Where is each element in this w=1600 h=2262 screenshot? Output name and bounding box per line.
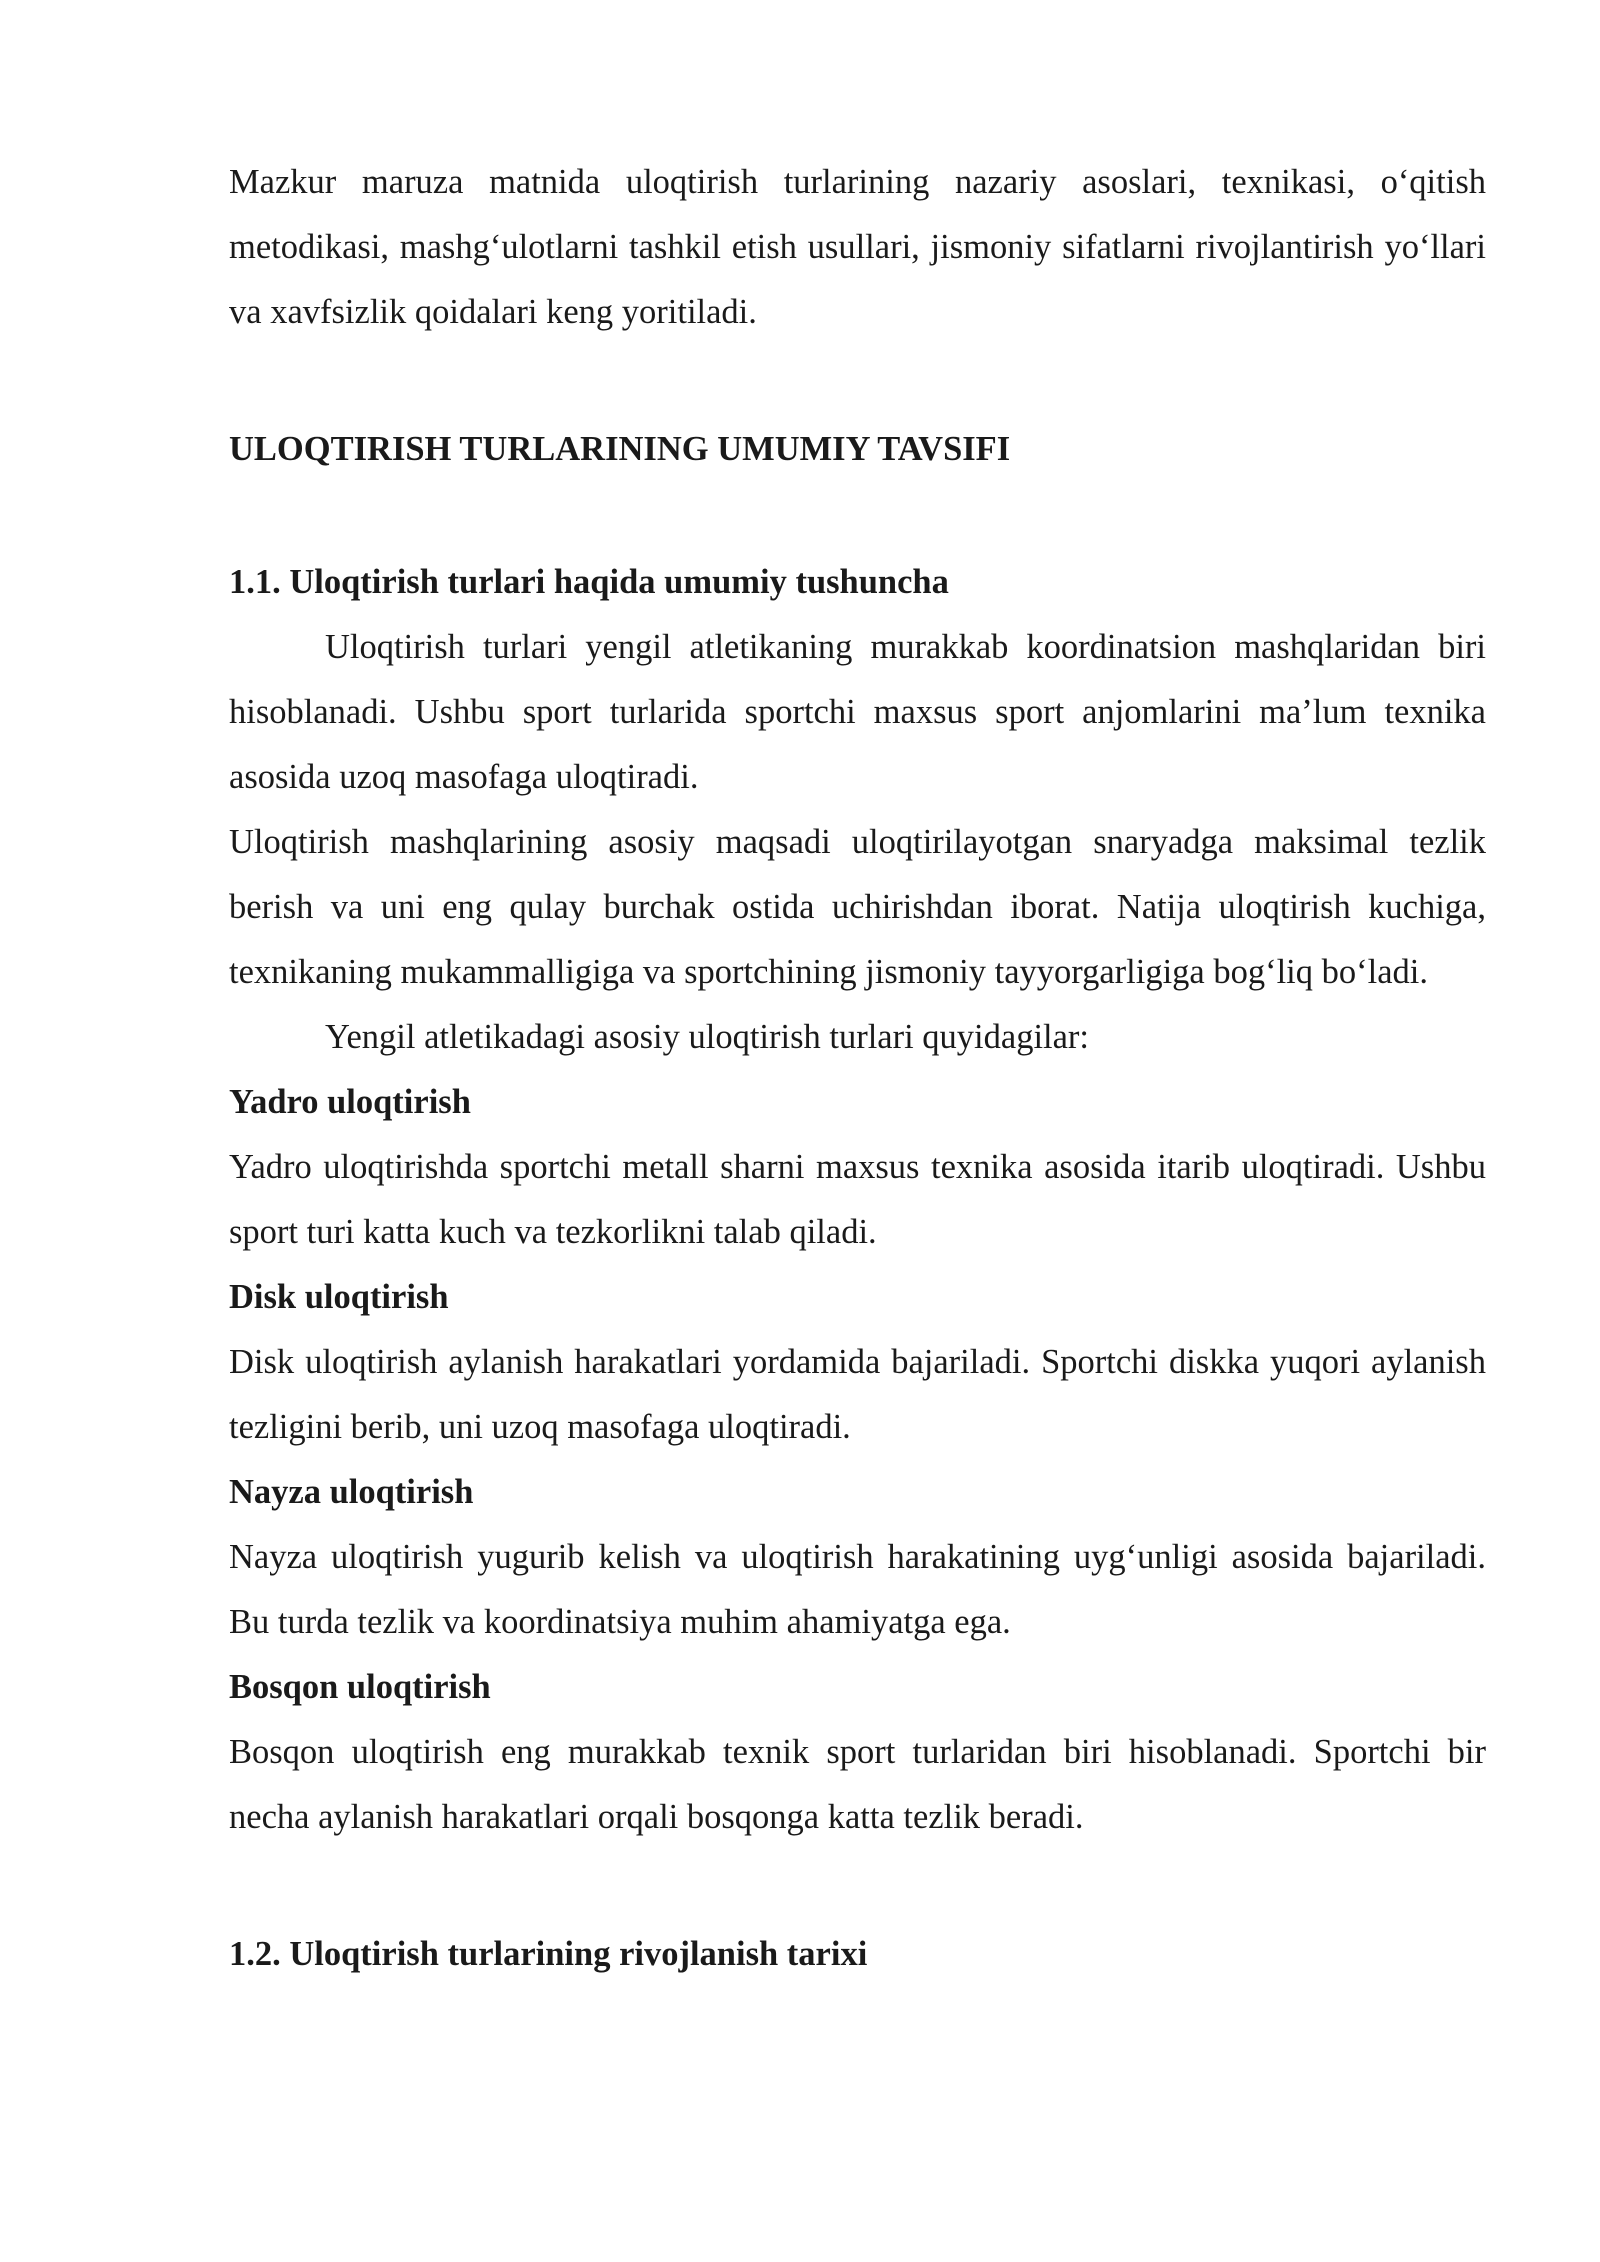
- spacer: [229, 345, 1486, 417]
- section-paragraph: Yengil atletikadagi asosiy uloqtirish turlari quyidagilar:: [325, 1018, 1090, 1056]
- spacer: [229, 1850, 1486, 1922]
- throw-type-text: Yadro uloqtirishda sportchi metall sharni maxsus texnika asosida itarib uloqtiradi. Ushbu sport turi katta kuch va tezkorlikni talab qiladi.: [229, 1148, 1486, 1251]
- intro-paragraph: Mazkur maruza matnida uloqtirish turlarining nazariy asoslari, texnikasi, o‘qitish metodikasi, mashg‘ulotlarni tashkil etish usullari, jismoniy sifatlarni rivojlantirish yo‘llari va xavfsizlik qoidalari keng yoritiladi.: [229, 163, 1486, 331]
- document-page: [229, 150, 1486, 1987]
- throw-type-title: Disk uloqtirish: [229, 1278, 449, 1316]
- section-paragraph: Uloqtirish mashqlarining asosiy maqsadi uloqtirilayotgan snaryadga maksimal tezlik berish va uni eng qulay burchak ostida uchirishdan iborat. Natija uloqtirish kuchiga, texnikaning mukammalligiga va sportchining jismoniy tayyorgarligiga bog‘liq bo‘ladi.: [229, 823, 1486, 991]
- throw-type-text: Nayza uloqtirish yugurib kelish va uloqtirish harakatining uyg‘unligi asosida bajariladi. Bu turda tezlik va koordinatsiya muhim ahamiyatga ega.: [229, 1538, 1486, 1641]
- spacer: [229, 482, 1486, 550]
- throw-type-title: Nayza uloqtirish: [229, 1473, 474, 1511]
- section-title-1-1: 1.1. Uloqtirish turlari haqida umumiy tushuncha: [229, 563, 949, 601]
- section-paragraph: Uloqtirish turlari yengil atletikaning murakkab koordinatsion mashqlaridan biri hisoblanadi. Ushbu sport turlarida sportchi maxsus sport anjomlarini ma’lum texnika asosida uzoq masofaga uloqtiradi.: [229, 628, 1486, 796]
- throw-type-text: Bosqon uloqtirish eng murakkab texnik sport turlaridan biri hisoblanadi. Sportchi bir necha aylanish harakatlari orqali bosqonga katta tezlik beradi.: [229, 1733, 1486, 1836]
- throw-type-title: Bosqon uloqtirish: [229, 1668, 491, 1706]
- throw-type-text: Disk uloqtirish aylanish harakatlari yordamida bajariladi. Sportchi diskka yuqori aylanish tezligini berib, uni uzoq masofaga uloqtiradi.: [229, 1343, 1486, 1446]
- throw-type-title: Yadro uloqtirish: [229, 1083, 471, 1121]
- section-title-1-2: 1.2. Uloqtirish turlarining rivojlanish tarixi: [229, 1935, 868, 1973]
- chapter-title: ULOQTIRISH TURLARINING UMUMIY TAVSIFI: [229, 430, 1011, 468]
